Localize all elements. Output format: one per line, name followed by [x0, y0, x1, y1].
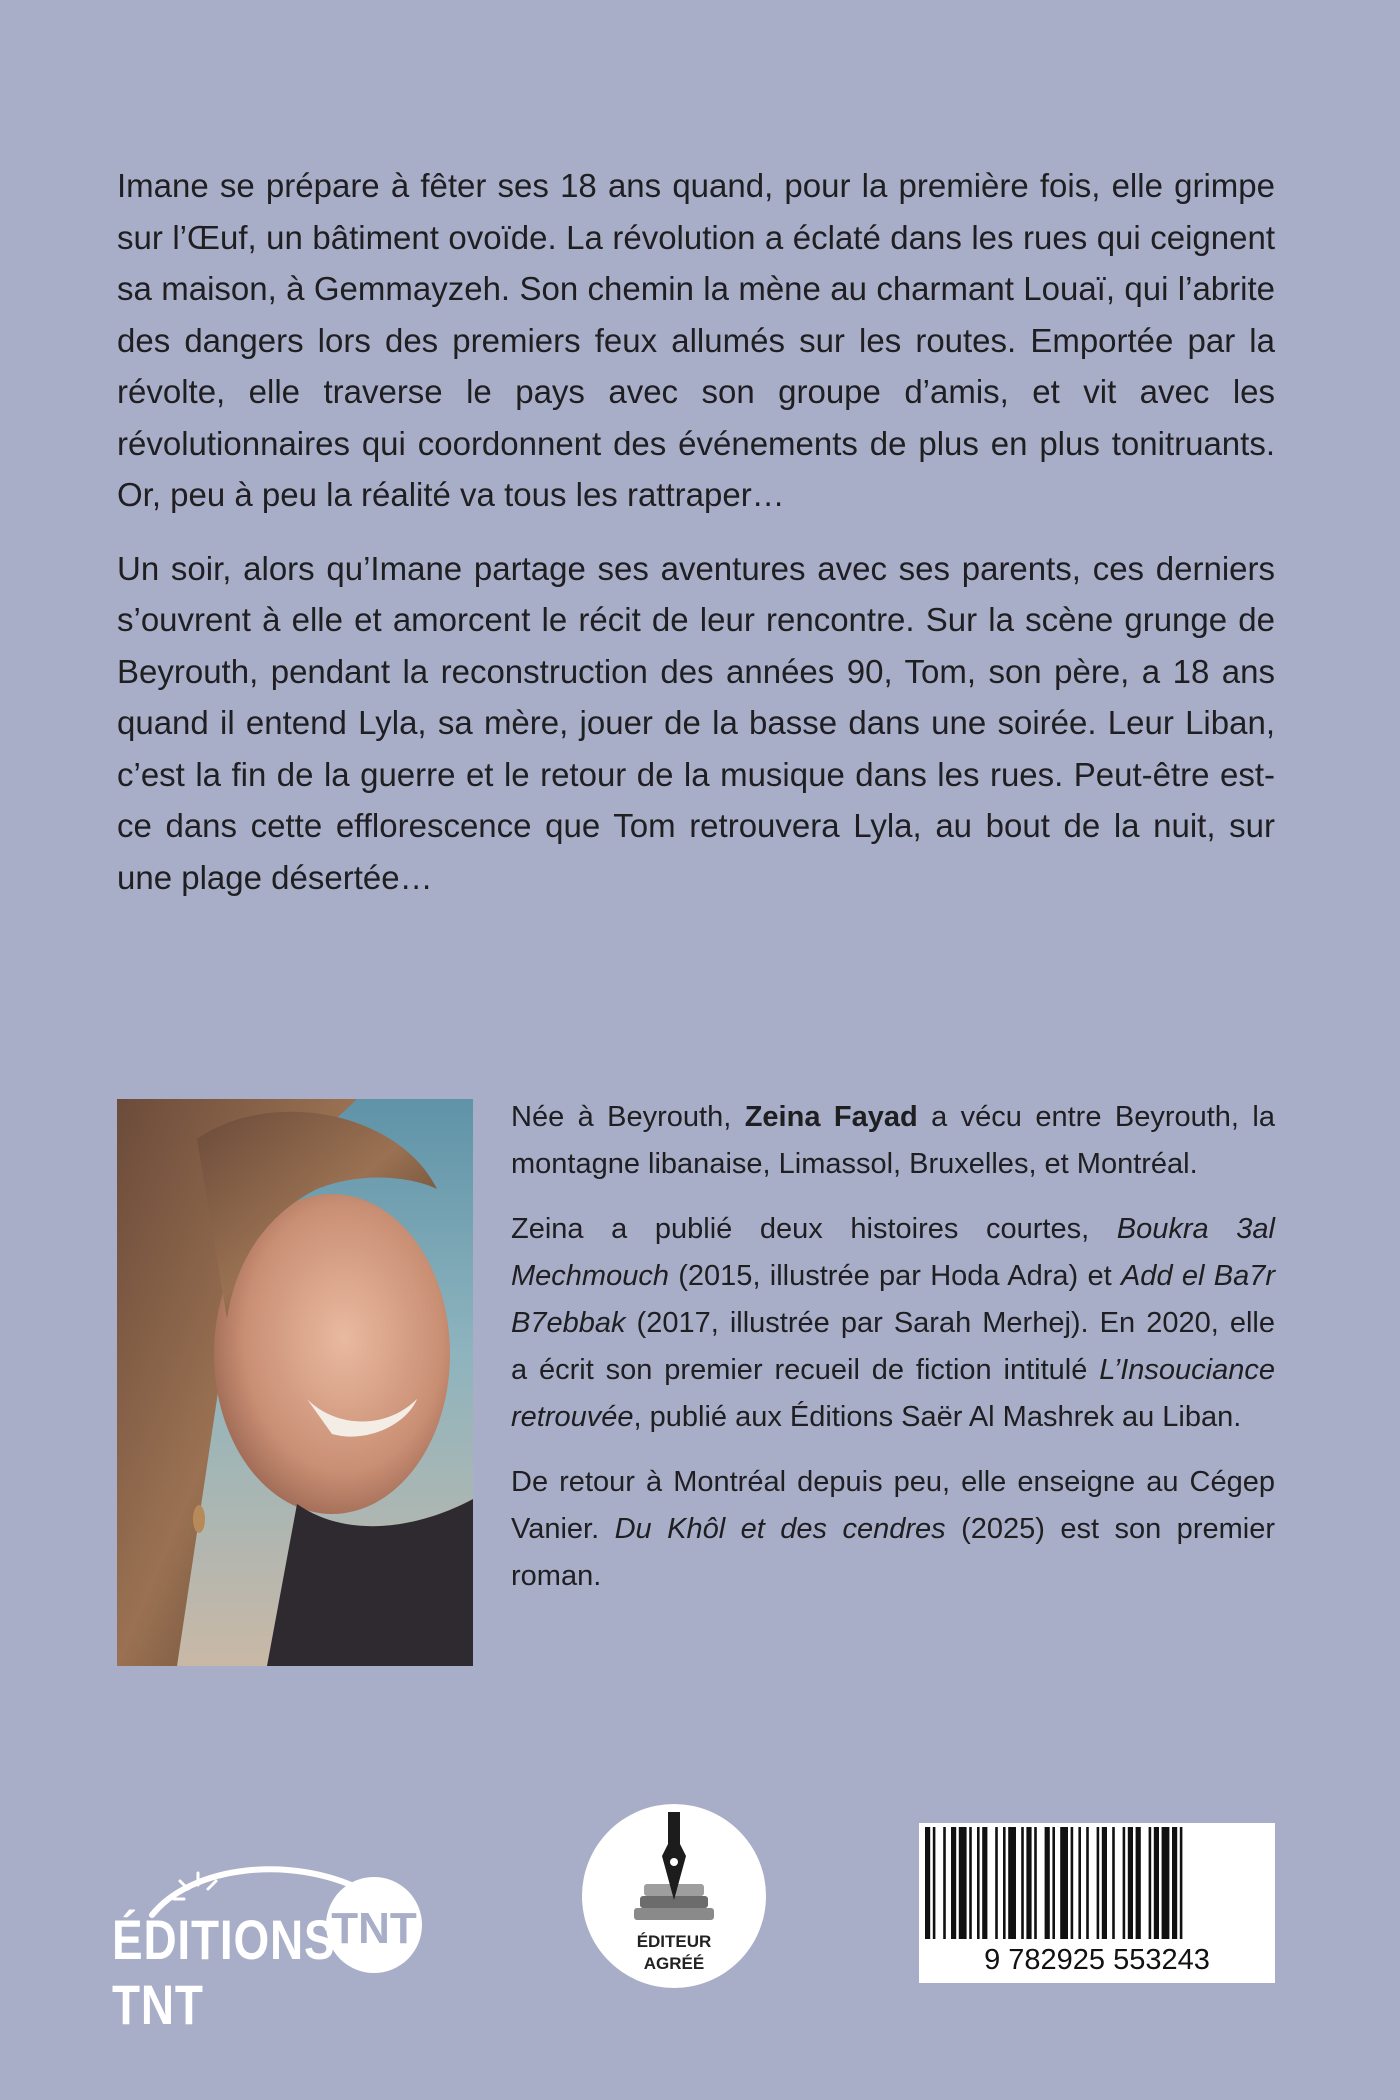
bio-paragraph-2: [511, 1206, 1275, 1441]
barcode-bar: [969, 1827, 972, 1939]
bio-text: , publié aux Éditions Saër Al Mashrek au Liban.: [633, 1401, 1242, 1433]
barcode-bar: [1045, 1827, 1050, 1939]
book-title: Boukra 3al Mechmouch: [511, 1213, 1275, 1292]
author-name: Zeina Fayad: [744, 1101, 918, 1133]
barcode-bar: [1060, 1827, 1068, 1939]
badge-line-1: ÉDITEUR: [636, 1932, 712, 1951]
bio-text: De retour à Montréal depuis peu, elle enseigne au Cégep Vanier.: [511, 1466, 1275, 1545]
barcode-bar: [995, 1827, 998, 1939]
barcode-bar: [951, 1827, 956, 1939]
barcode-bar: [1123, 1827, 1126, 1939]
bio-text: Zeina a publié deux histoires courtes,: [511, 1213, 1117, 1245]
barcode-bar: [1086, 1827, 1089, 1939]
barcode-bar: [1149, 1827, 1152, 1939]
barcode-bar: [1021, 1827, 1024, 1939]
barcode-bar: [1008, 1827, 1016, 1939]
barcode-bar: [959, 1827, 967, 1939]
author-bio: [511, 1094, 1275, 1618]
barcode-bar: [1172, 1827, 1177, 1939]
bio-text: a vécu entre Beyrouth, la montagne libanaise, Limassol, Bruxelles, et Montréal.: [511, 1101, 1275, 1180]
svg-text:TNT: TNT: [331, 1904, 417, 1953]
barcode-bar: [1003, 1827, 1006, 1939]
bio-text: (2015, illustrée par Hoda Adra) et: [668, 1260, 1121, 1292]
isbn-barcode: [919, 1823, 1275, 1983]
barcode-bar: [1071, 1827, 1074, 1939]
book-title: Du Khôl et des cendres: [614, 1513, 946, 1545]
barcode-bar: [1097, 1827, 1100, 1939]
author-photo: [117, 1099, 473, 1666]
barcode-bar: [1154, 1827, 1159, 1939]
bio-paragraph-1: [511, 1094, 1275, 1188]
barcode-bar: [1078, 1827, 1081, 1939]
barcode-bars: [919, 1823, 1275, 1943]
barcode-bar: [1102, 1827, 1107, 1939]
barcode-bar: [1162, 1827, 1170, 1939]
book-title: Add el Ba7r B7ebbak: [511, 1260, 1275, 1339]
synopsis-paragraph-2: Un soir, alors qu’Imane partage ses aventures avec ses parents, ces derniers s’ouvrent à elle et amorcent le récit de leur rencontre. Sur la scène grunge de Beyrouth, pendant la reconstruction des années 90, Tom, son père, a 18 ans quand il entend Lyla, sa mère, jouer de la basse dans une soirée. Leur Liban, c’est la fin de la guerre et le retour de la musique dans les rues. Peut-être est-ce dans cette efflorescence que Tom retrouvera Lyla, au bout de la nuit, sur une plage désertée…: [117, 549, 1275, 896]
publisher-logo: [112, 1855, 422, 2036]
barcode-bar: [1128, 1827, 1133, 1939]
barcode-bar: [1136, 1827, 1141, 1939]
barcode-bar: [1180, 1827, 1183, 1939]
barcode-bar: [933, 1827, 936, 1939]
barcode-bar: [925, 1827, 930, 1939]
book-title: L’Insouciance retrouvée: [511, 1354, 1275, 1433]
publisher-name: ÉDITIONS TNT: [112, 1908, 336, 2036]
synopsis: [117, 160, 1275, 925]
bio-text: (2017, illustrée par Sarah Merhej). En 2020, elle a écrit son premier recueil de fiction intitulé: [511, 1307, 1275, 1386]
accredited-publisher-badge: [582, 1804, 766, 1988]
isbn-digits: 9 782925 553243: [984, 1944, 1210, 1976]
bio-text: Née à Beyrouth,: [511, 1101, 745, 1133]
synopsis-paragraph-1: Imane se prépare à fêter ses 18 ans quand, pour la première fois, elle grimpe sur l’Œuf, un bâtiment ovoïde. La révolution a éclaté dans les rues qui ceignent sa maison, à Gemmayzeh. Son chemin la mène au charmant Louaï, qui l’abrite des dangers lors des premiers feux allumés sur les routes. Emportée par la révolte, elle traverse le pays avec son groupe d’amis, et vit avec les révolutionnaires qui coordonnent des événements de plus en plus tonitruants. Or, peu à peu la réalité va tous les rattraper…: [117, 167, 1275, 513]
barcode-bar: [977, 1827, 980, 1939]
barcode-bar: [943, 1827, 946, 1939]
barcode-bar: [1112, 1827, 1115, 1939]
barcode-bar: [982, 1827, 987, 1939]
bio-text: (2025) est son premier roman.: [511, 1513, 1275, 1592]
barcode-bar: [1034, 1827, 1037, 1939]
barcode-bar: [1026, 1827, 1031, 1939]
barcode-bar: [1052, 1827, 1055, 1939]
bio-paragraph-3: [511, 1459, 1275, 1600]
badge-line-2: AGRÉÉ: [643, 1954, 705, 1973]
